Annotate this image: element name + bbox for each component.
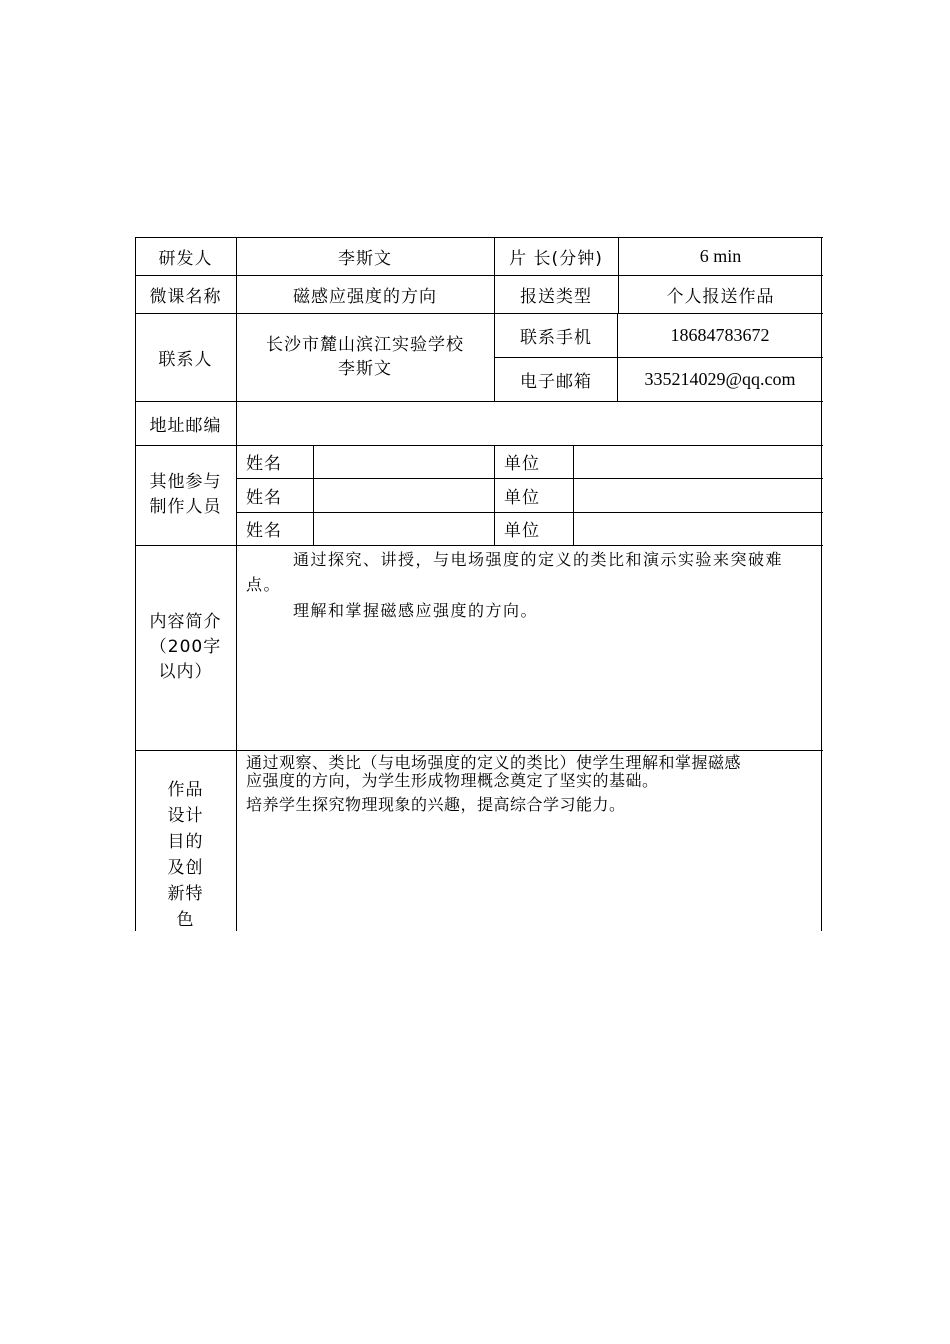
participant-name-value <box>313 445 494 478</box>
participant-name-label: 姓名 <box>246 487 282 508</box>
summary-paragraph-2: 理解和掌握磁感应强度的方向。 <box>293 601 539 620</box>
contact-school: 长沙市麓山滨江实验学校 <box>266 335 464 355</box>
participant-unit-label: 单位 <box>504 487 540 508</box>
row-divider <box>135 545 823 546</box>
summary-label-line3: 以内） <box>158 662 213 682</box>
contact-value <box>236 313 494 401</box>
address-value <box>236 401 823 445</box>
participant-unit-value <box>573 478 823 512</box>
participants-label-line1: 其他参与 <box>149 472 222 492</box>
participants-label-line2: 制作人员 <box>149 497 222 517</box>
participants-label <box>135 445 236 545</box>
course-name-label: 微课名称 <box>149 286 222 307</box>
participant-unit-value <box>573 445 823 478</box>
submission-type-value: 个人报送作品 <box>666 286 775 307</box>
summary-label-line2: （200字 <box>149 637 222 657</box>
participant-name-value <box>313 512 494 545</box>
developer-label: 研发人 <box>158 248 213 269</box>
developer-value: 李斯文 <box>338 248 392 269</box>
email-label: 电子邮箱 <box>520 371 592 392</box>
design-label-line: 目的 <box>167 832 204 852</box>
participant-unit-label: 单位 <box>504 521 540 541</box>
design-label-line: 及创 <box>167 858 204 878</box>
design-line-3: 培养学生探究物理现象的兴趣，提高综合学习能力。 <box>246 795 626 814</box>
participant-unit-value <box>573 512 823 545</box>
address-label: 地址邮编 <box>149 415 222 436</box>
participant-name-value <box>313 478 494 512</box>
design-label-line: 设计 <box>167 806 204 826</box>
submission-type-label: 报送类型 <box>520 286 592 307</box>
phone-label: 联系手机 <box>520 327 592 348</box>
row-divider <box>135 750 823 751</box>
participant-unit-label: 单位 <box>504 454 540 474</box>
design-label-line: 作品 <box>167 780 204 800</box>
length-label: 片 长(分钟) <box>509 248 603 269</box>
participant-name-label: 姓名 <box>246 521 282 541</box>
design-label-line: 新特 <box>167 884 204 904</box>
contact-person: 李斯文 <box>338 359 392 379</box>
participant-name-label: 姓名 <box>246 454 282 474</box>
course-name-value: 磁感应强度的方向 <box>293 286 437 307</box>
contact-label: 联系人 <box>158 349 213 370</box>
design-label <box>135 777 236 931</box>
length-value: 6 min <box>699 245 742 266</box>
info-table <box>135 237 823 931</box>
design-label-line: 色 <box>176 910 195 930</box>
email-value: 335214029@qq.com <box>644 368 796 389</box>
design-line-1: 通过观察、类比（与电场强度的定义的类比）使学生理解和掌握磁感 <box>246 753 742 772</box>
phone-value: 18684783672 <box>670 324 770 345</box>
summary-paragraph-1-line-2: 点。 <box>246 575 282 594</box>
summary-label-line1: 内容简介 <box>149 612 222 632</box>
summary-paragraph-1-line-1: 通过探究、讲授，与电场强度的定义的类比和演示实验来突破难 <box>293 550 784 569</box>
summary-label <box>135 545 236 750</box>
design-line-2: 应强度的方向，为学生形成物理概念奠定了坚实的基础。 <box>246 771 659 790</box>
